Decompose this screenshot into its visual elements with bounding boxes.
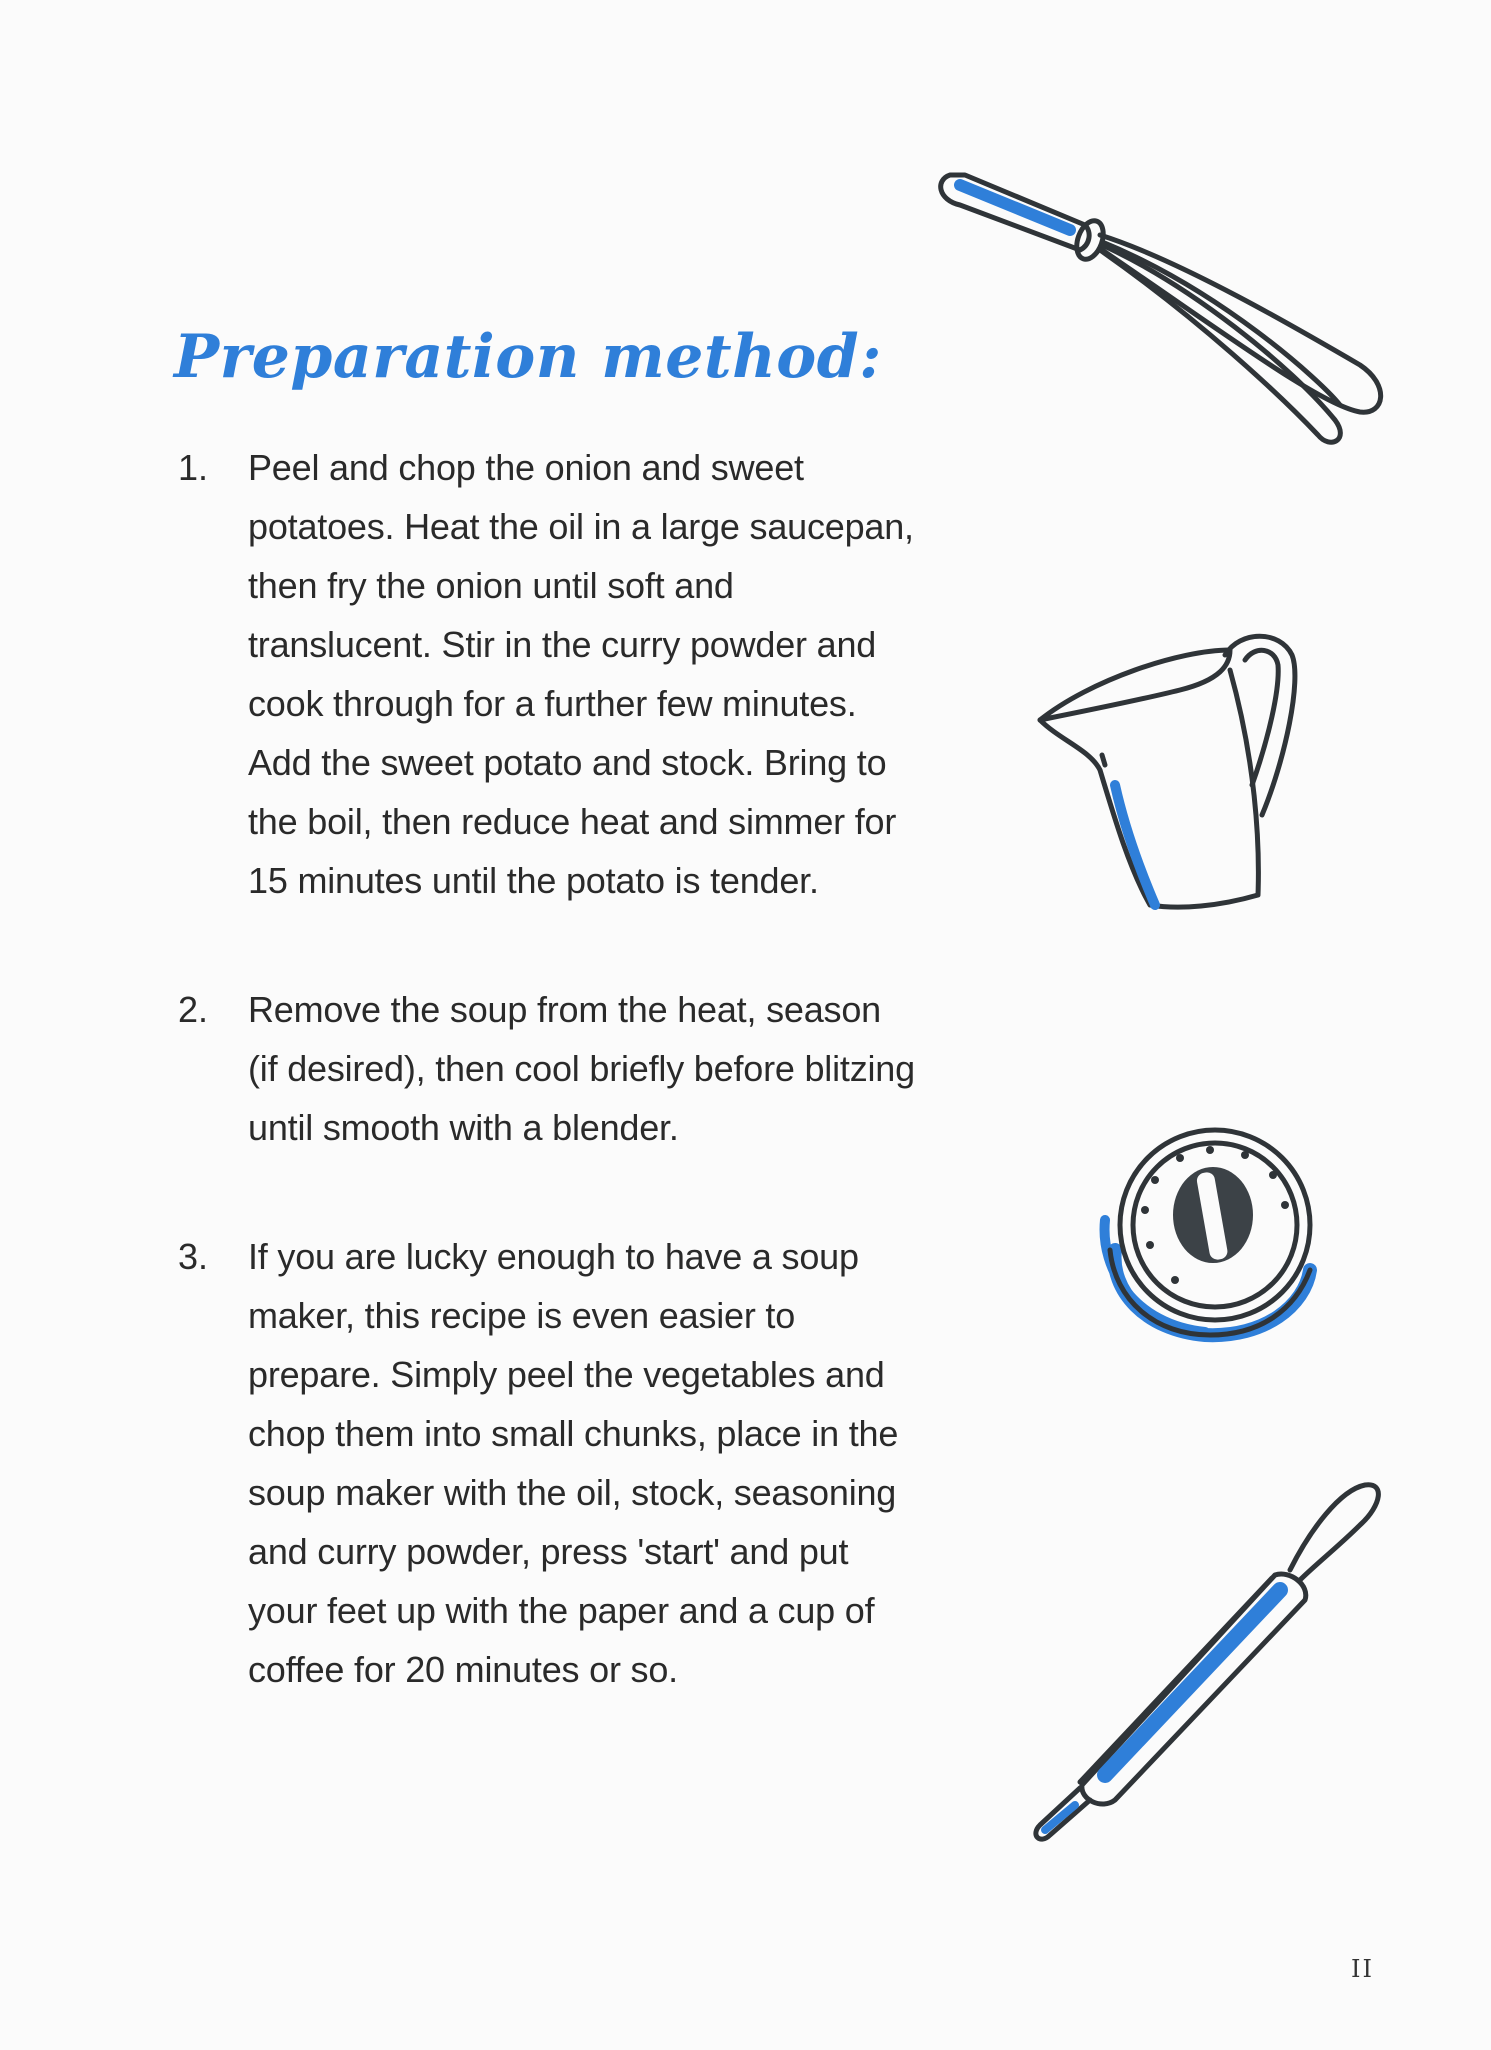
step-text: If you are lucky enough to have a soup maker, this recipe is even easier to prepare. Simply peel the vegetables and chop them into small chunks, place in the soup maker with the oil, stock, seasoning and curry powder, press 'start' and put your feet up with the paper and a cup of coffee for 20 minutes or so. <box>248 1236 899 1690</box>
whisk-icon <box>920 150 1400 470</box>
step-number: 3. <box>178 1236 209 1277</box>
step-text: Peel and chop the onion and sweet potatoes. Heat the oil in a large saucepan, then fry the onion until soft and translucent. Stir in the curry powder and cook through for a further few minutes. Add the sweet potato and stock. Bring to the boil, then reduce heat and simmer for 15 minutes until the potato is tender. <box>248 447 914 901</box>
step-text: Remove the soup from the heat, season (if desired), then cool briefly before blitzing until smooth with a blender. <box>248 989 915 1148</box>
step-number: 1. <box>178 447 209 488</box>
page-title: Preparation method: <box>174 322 882 392</box>
rolling-pin-icon <box>1010 1470 1390 1850</box>
kitchen-timer-icon <box>1085 1110 1325 1350</box>
step-number: 2. <box>178 989 209 1030</box>
page-number: II <box>1351 1955 1374 1983</box>
measuring-jug-icon <box>1030 610 1310 920</box>
